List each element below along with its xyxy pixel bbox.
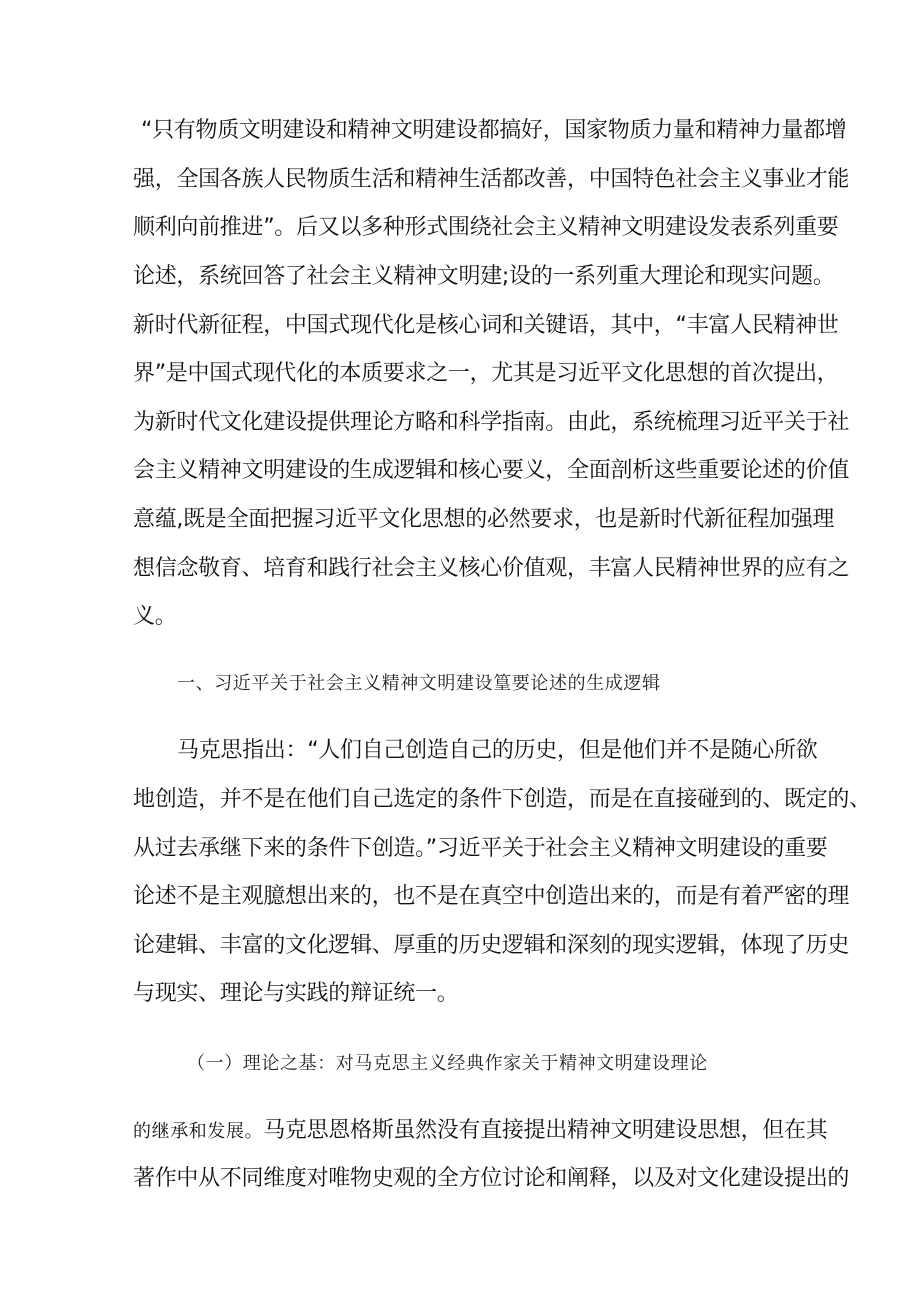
text-line: 论建辑、丰富的文化逻辑、厚重的历史逻辑和深刻的现实逻辑，体现了历史 [133,933,850,958]
text-line: 论述不是主观臆想出来的，也不是在真空中创造出来的，而是有着严密的理 [133,884,850,909]
text-line: “只有物质文明建设和精神文明建设都搞好，国家物质力量和精神力量都增 [141,118,847,143]
text-line: 为新时代文化建设提供理论方略和科学指南。由此，系统梳理习近平关于社 [133,410,850,435]
text-line: 马克思指出：“人们自己创造自己的历史，但是他们并不是随心所欲 [177,738,818,763]
text-line: 界”是中国式现代化的本质要求之一，尤其是习近平文化思想的首次提出， [133,361,839,386]
text-line: 著作中从不同维度对唯物史观的全方位讨论和阐释，以及对文化建设提出的 [133,1166,850,1191]
section-heading: 一、习近平关于社会主义精神文明建设篁要论述的生成逻辑 [177,673,661,694]
text-line: 地创造，并不是在他们自己选定的条件下创造，而是在直接碰到的、既定的、 [133,787,871,812]
text-span: 马克思恩格斯虽然没有直接提出精神文明建设思想，但在其 [263,1118,828,1143]
text-line: 会主义精神文明建设的生成逻辑和核心要义，全面剖析这些重要论述的价值 [133,458,850,483]
subsection-heading: （一）理论之基：对马克思主义经典作家关于精神文明建设理论 [187,1053,708,1074]
text-line: 新时代新征程，中国式现代化是核心词和关键语，其中，“丰富人民精神世 [133,313,839,338]
text-line [133,1120,827,1142]
text-line: 想信念敬育、培育和践行社会主义核心价值观，丰富人民精神世界的应有之 [133,556,850,581]
text-line: 与现实、理论与实践的辩证统一。 [133,981,459,1006]
text-line: 义。 [133,604,177,629]
text-line: 顺利向前推进”。后又以多种形式围绕社会主义精神文明建设发表系列重要 [133,215,839,240]
heading-continuation: 的继承和发展。 [133,1121,264,1142]
text-line: 强，全国各族人民物质生活和精神生活都改善，中国特色社会主义事业才能 [133,167,850,192]
text-line: 从过去承继下来的条件下创造。”习近平关于社会主义精神文明建设的重要 [133,836,828,861]
text-line: 意蕴,既是全面把握习近平文化思想的必然要求，也是新时代新征程加强理 [133,507,835,532]
text-line: 论述，系统回答了社会主义精神文明建;设的一系列重大理论和现实问题。 [133,264,835,289]
